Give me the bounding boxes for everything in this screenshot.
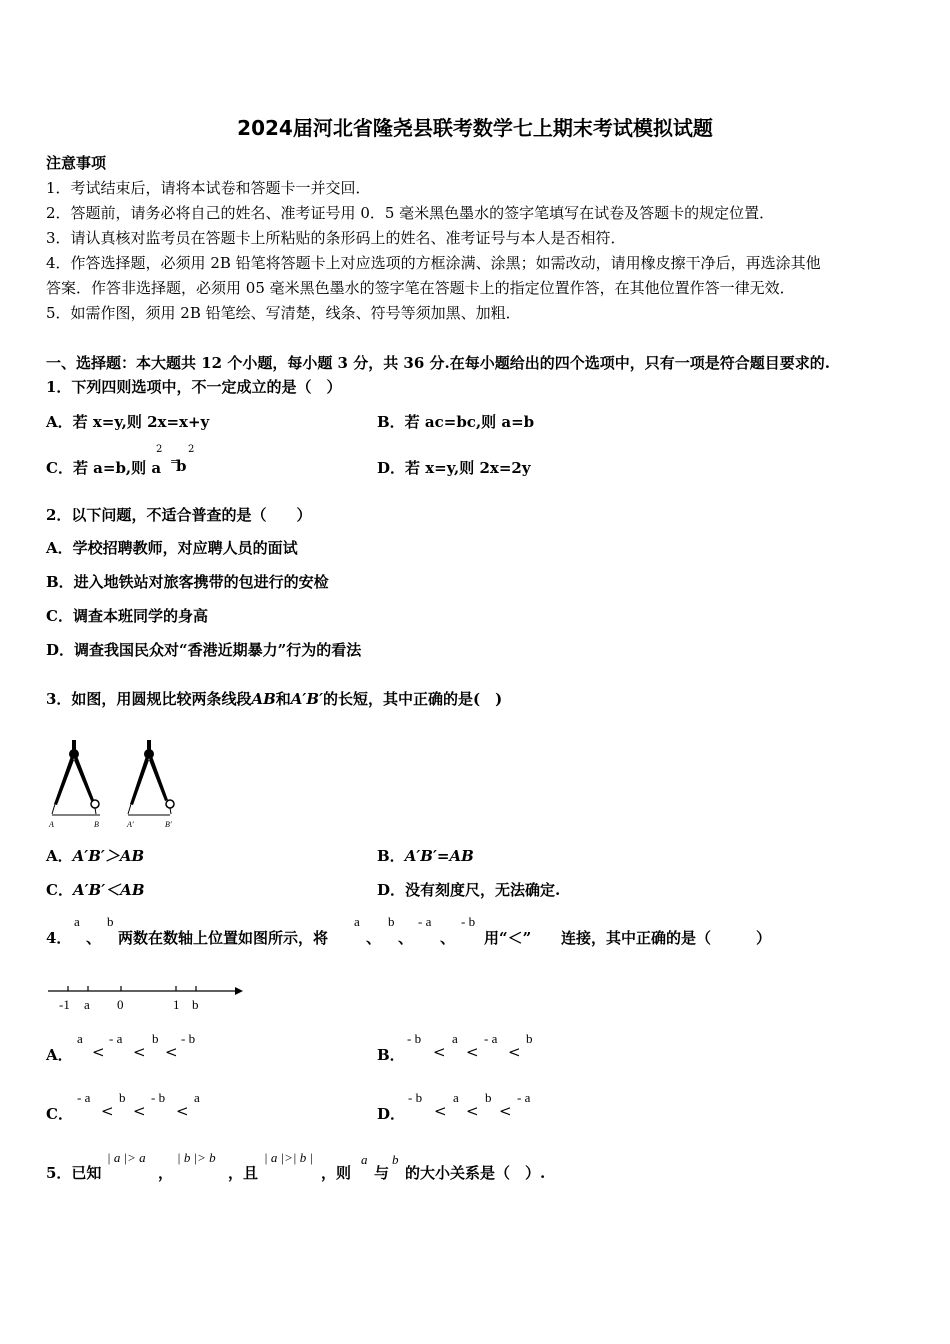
q4-option-b-letter: B． — [377, 1046, 405, 1064]
q4-b-term-1: - b — [407, 1031, 422, 1046]
q4-c-term-1: - a — [77, 1090, 91, 1105]
q4-option-d-letter: D． — [377, 1105, 406, 1123]
axis-label-neg1: -1 — [59, 997, 70, 1012]
q1-option-a: A．若 x=y,则 2x=x+y — [46, 413, 210, 431]
q4-d-lt-2: < — [466, 1102, 479, 1120]
page-title: 2024届河北省隆尧县联考数学七上期末考试模拟试题 — [237, 116, 713, 140]
q4-c-term-4: a — [194, 1090, 200, 1105]
axis-label-0: 0 — [117, 997, 124, 1012]
q4-sep-4: 、 — [440, 929, 456, 947]
axis-label-b: b — [192, 997, 199, 1012]
q4-b-term-2: a — [452, 1031, 458, 1046]
q1-stem: 1．下列四则选项中，不一定成立的是（ ） — [46, 378, 342, 396]
q2-option-b: B．进入地铁站对旅客携带的包进行的安检 — [46, 573, 329, 591]
q5-var-b: b — [392, 1152, 399, 1167]
compass-left — [52, 740, 100, 815]
q5-cond-3: | a |>| b | — [264, 1150, 314, 1165]
q3-option-a: A．A′B′＞AB — [46, 847, 145, 865]
q1-option-c-eq: = — [170, 457, 179, 468]
q1-option-d: D．若 x=y,则 2x=2y — [377, 459, 531, 477]
notice-item-2: 2．答题前，请务必将自己的姓名、准考证号用 0．5 毫米黑色墨水的签字笔填写在试卷及答题卡的规定位置． — [46, 204, 775, 222]
q4-c-lt-1: < — [101, 1102, 114, 1120]
q1-option-c: C．若 a=b,则 a — [46, 459, 162, 477]
q3-option-c: C．A′B′＜AB — [46, 881, 145, 899]
q2-option-d: D．调查我国民众对“香港近期暴力”行为的看法 — [46, 641, 362, 659]
q4-tail: 连接，其中正确的是（ ） — [561, 929, 772, 947]
q1-option-c-b: b — [176, 457, 187, 475]
q4-d-term-1: - b — [408, 1090, 423, 1105]
notice-item-5: 5．如需作图，须用 2B 铅笔绘、写清楚，线条、符号等须加黑、加粗． — [46, 304, 521, 322]
q4-b-lt-2: < — [466, 1043, 479, 1061]
q4-mid: 两数在数轴上位置如图所示，将 — [118, 929, 329, 947]
section-heading: 一、选择题：本大题共 12 个小题，每小题 3 分，共 36 分.在每小题给出的四个选项中，只有一项是符合题目要求的. — [46, 354, 830, 372]
fig-label-a-prime: A′ — [127, 820, 134, 829]
q4-sep-1: 、 — [86, 929, 102, 947]
q5-var-a: a — [361, 1152, 368, 1167]
q2-stem: 2．以下问题，不适合普查的是（ ） — [46, 506, 312, 524]
q4-a-term-4: - b — [181, 1031, 196, 1046]
q4-d-lt-1: < — [434, 1102, 447, 1120]
q3-stem-post: 的长短，其中正确的是( ) — [323, 690, 503, 708]
q1-option-b: B．若 ac=bc,则 a=b — [377, 413, 535, 431]
q4-option-c-letter: C． — [46, 1105, 73, 1123]
q4-num: 4． — [46, 929, 72, 947]
q4-d-term-2: a — [453, 1090, 459, 1105]
q4-sep-3: 、 — [398, 929, 414, 947]
q1-option-c-exp-a: 2 — [156, 444, 163, 455]
q4-term-neg-a: - a — [418, 914, 432, 929]
q4-b-term-3: - a — [484, 1031, 498, 1046]
fig-label-a: A — [49, 820, 54, 829]
q5-post: 的大小关系是（ ）. — [405, 1164, 546, 1182]
q4-a-term-3: b — [152, 1031, 159, 1046]
q4-option-a-letter: A． — [46, 1046, 73, 1064]
q5-comma-1: ， — [158, 1164, 174, 1182]
q4-a-lt-2: < — [133, 1043, 146, 1061]
number-line — [44, 980, 249, 1014]
q4-d-lt-3: < — [499, 1102, 512, 1120]
q3-option-b: B．A′B′=AB — [377, 847, 474, 865]
q4-d-term-4: - a — [517, 1090, 531, 1105]
q5-with: 与 — [374, 1164, 390, 1182]
q3-and: 和 — [275, 690, 291, 708]
q4-var-b: b — [107, 914, 114, 929]
q2-option-c: C．调查本班同学的身高 — [46, 607, 208, 625]
fig-label-b-prime: B′ — [165, 820, 172, 829]
q2-option-a: A．学校招聘教师，对应聘人员的面试 — [46, 539, 298, 557]
q4-c-term-3: - b — [151, 1090, 166, 1105]
notice-item-4: 4．作答选择题，必须用 2B 铅笔将答题卡上对应选项的方框涂满、涂黑；如需改动，请用橡皮擦干净后，再选涂其他 — [46, 254, 821, 272]
q5-cond-2: | b |> b — [177, 1150, 216, 1165]
compass-right — [128, 740, 174, 815]
q5-pre: 5．已知 — [46, 1164, 102, 1182]
q5-comma-2: ，且 — [228, 1164, 259, 1182]
q3-stem — [46, 688, 502, 709]
q5-comma-3: ，则 — [321, 1164, 352, 1182]
q4-var-a: a — [74, 914, 80, 929]
q4-c-lt-2: < — [133, 1102, 146, 1120]
q5-cond-1: | a |> a — [107, 1150, 146, 1165]
q4-b-lt-3: < — [508, 1043, 521, 1061]
q3-segment-ab: AB — [251, 690, 276, 708]
q3-segment-apbp: A′B′ — [290, 690, 324, 708]
q4-sep-2: 、 — [366, 929, 382, 947]
q4-term-neg-b: - b — [461, 914, 476, 929]
q1-option-c-exp-b: 2 — [188, 444, 195, 455]
notice-item-3: 3．请认真核对监考员在答题卡上所粘贴的条形码上的姓名、准考证号与本人是否相符． — [46, 229, 626, 247]
q4-a-lt-1: < — [92, 1043, 105, 1061]
q4-a-lt-3: < — [165, 1043, 178, 1061]
compass-figure — [44, 738, 194, 830]
axis-label-a: a — [84, 997, 90, 1012]
q4-term-a: a — [354, 914, 360, 929]
q4-a-term-2: - a — [109, 1031, 123, 1046]
q4-a-term-1: a — [77, 1031, 83, 1046]
q4-c-term-2: b — [119, 1090, 126, 1105]
q4-use: 用“＜” — [484, 929, 532, 947]
notice-item-4-cont: 答案．作答非选择题，必须用 05 毫米黑色墨水的签字笔在答题卡上的指定位置作答，在其他位置作答一律无效． — [46, 279, 795, 297]
q4-b-lt-1: < — [433, 1043, 446, 1061]
q4-c-lt-3: < — [176, 1102, 189, 1120]
q4-term-b: b — [388, 914, 395, 929]
q4-b-term-4: b — [526, 1031, 533, 1046]
q3-stem-pre: 3．如图，用圆规比较两条线段 — [46, 690, 252, 708]
axis-label-1: 1 — [173, 997, 180, 1012]
q3-option-d: D．没有刻度尺，无法确定. — [377, 881, 561, 899]
fig-label-b: B — [94, 820, 99, 829]
notice-item-1: 1．考试结束后，请将本试卷和答题卡一并交回． — [46, 179, 371, 197]
q4-d-term-3: b — [485, 1090, 492, 1105]
notice-heading: 注意事项 — [46, 154, 107, 172]
